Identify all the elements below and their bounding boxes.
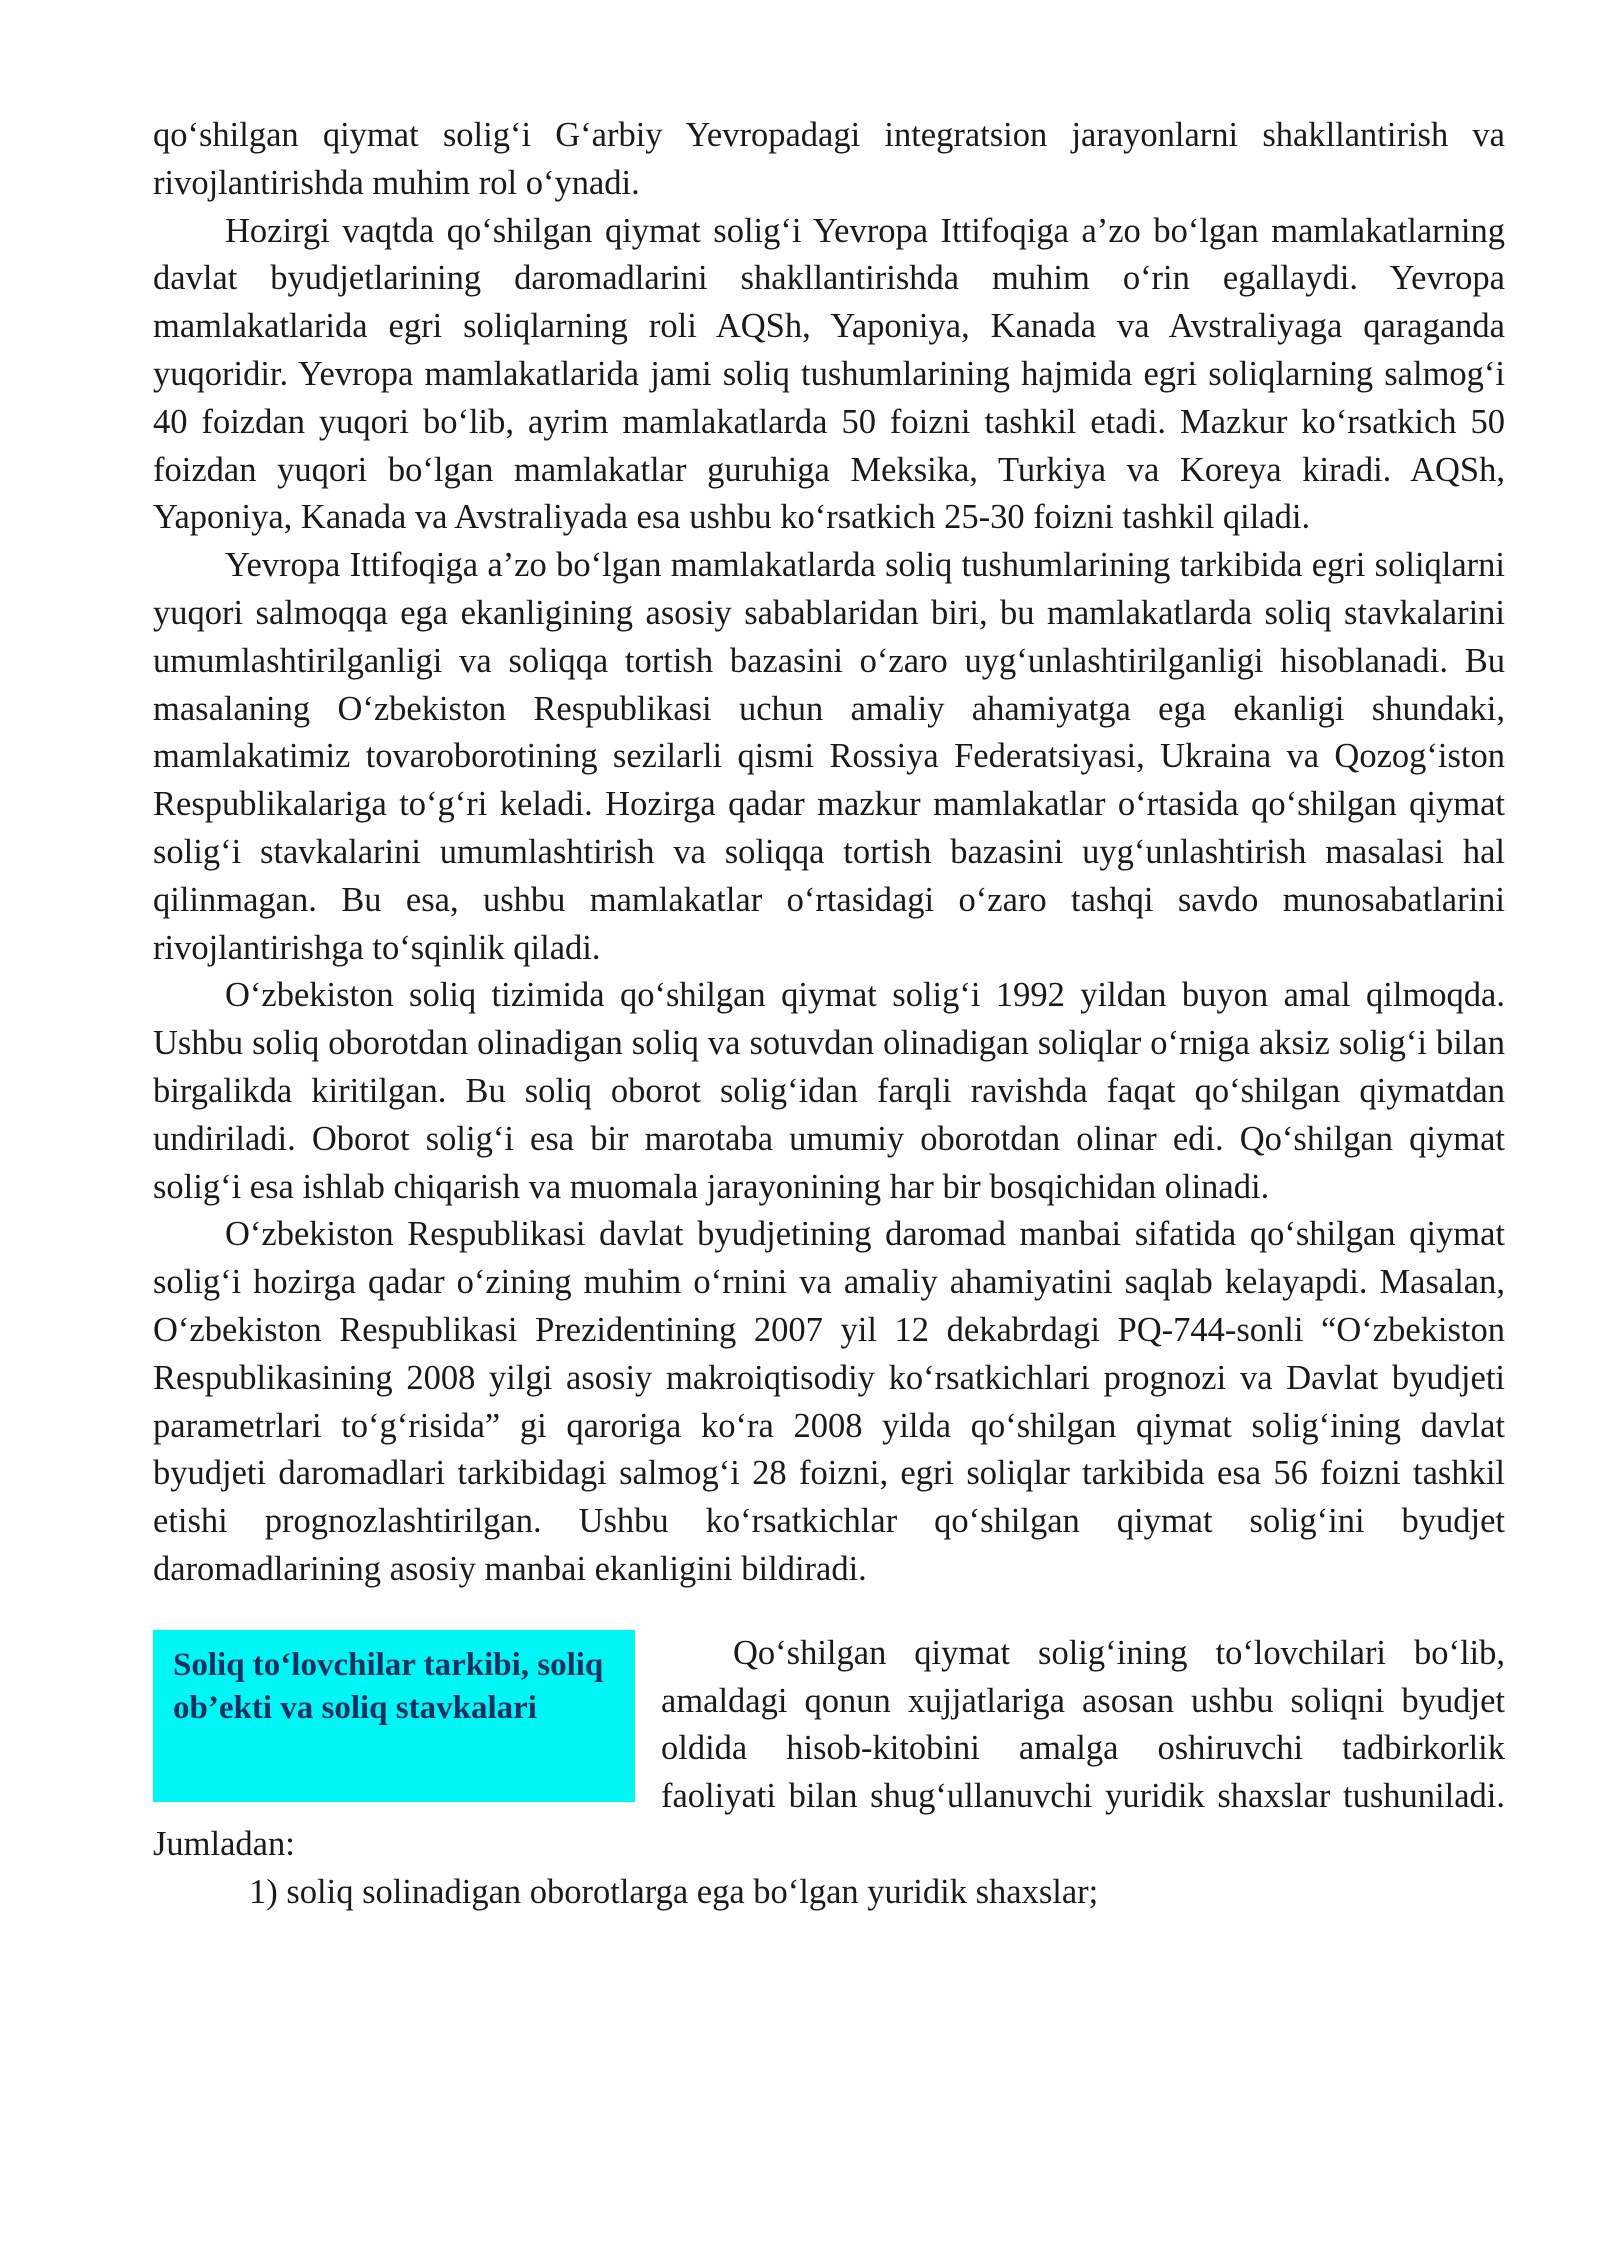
- paragraph-1: qo‘shilgan qiymat solig‘i G‘arbiy Yevropadagi integratsion jarayonlarni shakllantirish va rivojlantirishda muhim rol o‘ynadi.: [153, 116, 1505, 202]
- paragraph-4: O‘zbekiston soliq tizimida qo‘shilgan qiymat solig‘i 1992 yildan buyon amal qilmoqda. Ushbu soliq oborotdan olinadigan soliq va sotuvdan olinadigan soliqlar o‘rniga aksiz solig‘i bilan birgalikda kiritilgan. Bu soliq oborot solig‘idan farqli ravishda faqat qo‘shilgan qiymatdan undiriladi. Oborot solig‘i esa bir marotaba umumiy oborotdan olinar edi. Qo‘shilgan qiymat solig‘i esa ishlab chiqarish va muomala jarayonining har bir bosqichidan olinadi.: [153, 976, 1505, 1206]
- section-heading: Soliq to‘lovchilar tarkibi, soliq ob’ekti va soliq stavkalari: [173, 1646, 604, 1726]
- paragraph-2: Hozirgi vaqtda qo‘shilgan qiymat solig‘i Yevropa Ittifoqiga a’zo bo‘lgan mamlakatlarning davlat byudjetlarining daromadlarini shakllantirishda muhim o‘rin egallaydi. Yevropa mamlakatlarida egri soliqlarning roli AQSh, Yaponiya, Kanada va Avstraliyaga qaraganda yuqoridir. Yevropa mamlakatlarida jami soliq tushumlarining hajmida egri soliqlarning salmog‘i 40 foizdan yuqori bo‘lib, ayrim mamlakatlarda 50 foizni tashkil etadi. Mazkur ko‘rsatkich 50 foizdan yuqori bo‘lgan mamlakatlar guruhiga Meksika, Turkiya va Koreya kiradi. AQSh, Yaponiya, Kanada va Avstraliyada esa ushbu ko‘rsatkich 25-30 foizni tashkil qiladi.: [153, 211, 1505, 537]
- paragraph-5: O‘zbekiston Respublikasi davlat byudjetining daromad manbai sifatida qo‘shilgan qiymat solig‘i hozirga qadar o‘zining muhim o‘rnini va amaliy ahamiyatini saqlab kelayapdi. Masalan, O‘zbekiston Respublikasi Prezidentining 2007 yil 12 dekabrdagi PQ-744-sonli “O‘zbekiston Respublikasining 2008 yilgi asosiy makroiqtisodiy ko‘rsatkichlari prognozi va Davlat byudjeti parametrlari to‘g‘risida” gi qaroriga ko‘ra 2008 yilda qo‘shilgan qiymat solig‘ining davlat byudjeti daromadlari tarkibidagi salmog‘i 28 foizni, egri soliqlar tarkibida esa 56 foizni tashkil etishi prognozlashtirilgan. Ushbu ko‘rsatkichlar qo‘shilgan qiymat solig‘ini byudjet daromadlarining asosiy manbai ekanligini bildiradi.: [153, 1215, 1505, 1588]
- paragraph-3: Yevropa Ittifoqiga a’zo bo‘lgan mamlakatlarda soliq tushumlarining tarkibida egri soliqlarni yuqori salmoqqa ega ekanligining asosiy sabablaridan biri, bu mamlakatlarda soliq stavkalarini umumlashtirilganligi va soliqqa tortish bazasini o‘zaro uyg‘unlashtirilganligi hisoblanadi. Bu masalaning O‘zbekiston Respublikasi uchun amaliy ahamiyatga ega ekanligi shundaki, mamlakatimiz tovaroborotining sezilarli qismi Rossiya Federatsiyasi, Ukraina va Qozog‘iston Respublikalariga to‘g‘ri keladi. Hozirga qadar mazkur mamlakatlar o‘rtasida qo‘shilgan qiymat solig‘i stavkalarini umumlashtirish va soliqqa tortish bazasini uyg‘unlashtirish masalasi hal qilinmagan. Bu esa, ushbu mamlakatlar o‘rtasidagi o‘zaro tashqi savdo munosabatlarini rivojlantirishga to‘sqinlik qiladi.: [153, 546, 1505, 967]
- document-page: [153, 112, 1505, 1916]
- section-heading-box: [153, 1630, 635, 1802]
- list-item: 1) soliq solinadigan oborotlarga ega bo‘lgan yuridik shaxslar;: [249, 1872, 1099, 1911]
- section-paragraph: Qo‘shilgan qiymat solig‘ining to‘lovchilari bo‘lib, amaldagi qonun xujjatlariga asosan ushbu soliqni byudjet oldida hisob-kitobini amalga oshiruvchi tadbirkorlik faoliyati bilan shug‘ullanuvchi yuridik shaxslar tushuniladi. Jumladan:: [153, 1633, 1505, 1863]
